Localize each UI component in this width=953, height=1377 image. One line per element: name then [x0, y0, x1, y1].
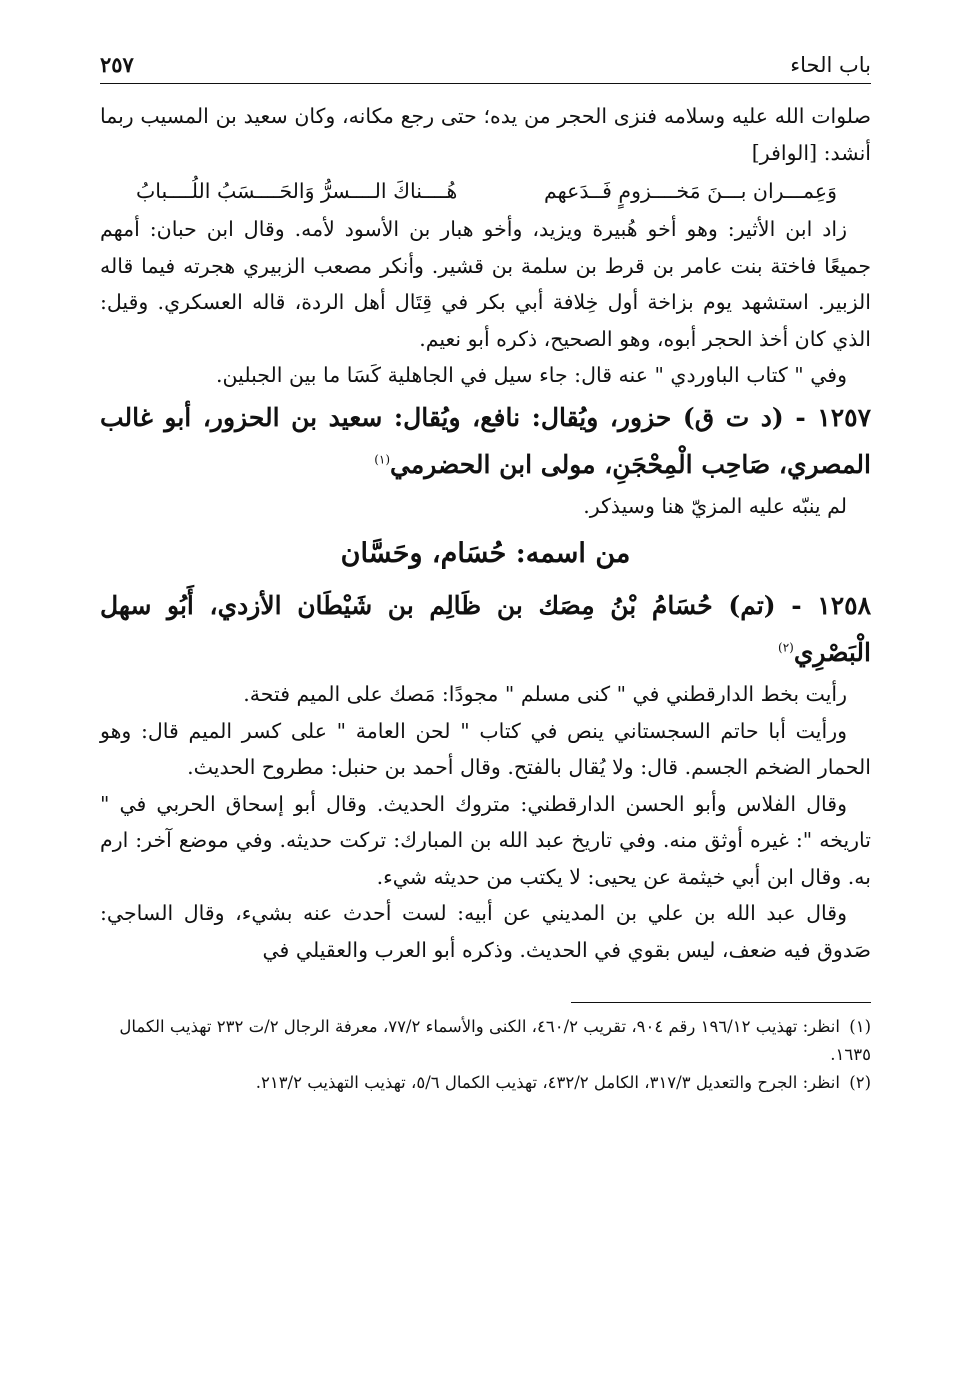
section-title: من اسمه: حُسَام، وحَسَّان	[340, 538, 631, 569]
entry-heading-1257	[100, 394, 871, 488]
running-header	[100, 52, 871, 84]
footnote-number: (١)	[849, 1017, 871, 1036]
footnote-2	[100, 1069, 871, 1097]
verse-first-hemistich: وَعِمـــران بـــنَ مَخــــزومٍ فَــدَعهم	[544, 179, 837, 203]
poem-verse	[100, 171, 871, 211]
page-number: ٢٥٧	[100, 52, 134, 77]
entry-heading-text: ١٢٥٨ - (تم) حُسَامُ بْنُ مِصَك بن ظَالِم بن شَيْطَان الأزدي، أَبُو سهل الْبَصْرِي	[100, 591, 871, 667]
entry-heading-text: ١٢٥٧ - (د ت ق) حزور، ويُقال: نافع، ويُقال: سعيد بن الحزور، أبو غالب المصري، صَاحِب الْمِحْجَنِ، مولى ابن الحضرمي	[100, 402, 871, 479]
footnote-divider	[571, 1002, 871, 1003]
footnote-1	[100, 1013, 871, 1069]
paragraph-5: رأيت بخط الدارقطني في " كنى مسلم " مجودًا: مَصك على الميم فتحة.	[243, 682, 847, 706]
paragraph-7: وقال الفلاس وأبو الحسن الدارقطني: متروك الحديث. وقال أبو إسحاق الحربي في " تاريخه ": غيره أوثق منه. وفي تاريخ عبد الله بن المبارك: تركت حديثه. وفي موضع آخر: ارم به. وقال ابن أبي خيثمة عن يحيى: لا يكتب من حديثه شيء.	[100, 791, 871, 889]
footnote-marker-2: (٢)	[778, 640, 794, 655]
paragraph-8: وقال عبد الله بن علي بن المديني عن أبيه: لست أحدث عنه بشيء، وقال الساجي: صَدوق فيه ضعف، ليس بقوي في الحديث. وذكره أبو العرب والعقيلي في	[100, 901, 871, 962]
entry-heading-1258	[100, 582, 871, 676]
footnote-text: انظر: تهذيب ١٩٦/١٢ رقم ٩٠٤، تقريب ٤٦٠/٢، الكنى والأسماء ٧٧/٢، معرفة الرجال ٢/ت ٢٣٢ تهذيب الكمال ١٦٣٥.	[119, 1017, 871, 1064]
footnote-number: (٢)	[849, 1073, 871, 1092]
footnote-marker-1: (١)	[374, 452, 391, 467]
paragraph-1: صلوات الله عليه وسلامه فنزى الحجر من يده؛ حتى رجع مكانه، وكان سعيد بن المسيب ربما أنشد: [الوافر]	[100, 104, 871, 165]
paragraph-4: لم ينبّه عليه المزيّ هنا وسيذكر.	[583, 493, 847, 518]
chapter-title: باب الحاء	[790, 53, 871, 77]
paragraph-3: وفي " كتاب الباوردي " عنه قال: جاء سيل في الجاهلية كَسَا ما بين الجبلين.	[216, 363, 847, 387]
paragraph-2: زاد ابن الأثير: وهو أخو هُبيرة ويزيد، وأخو هبار بن الأسود لأمه. وقال ابن حبان: أمهم جميعًا فاختة بنت عامر بن قرط بن سلمة بن قشير. وأنكر مصعب الزبيري هجرته فيما قاله الزبير. استشهد يوم بزاخة أول خِلافة أبي بكر في قِتَال أهل الردة، قاله العسكري. وقيل: الذي كان أخذ الحجر أبوه، وهو الصحيح، ذكره أبو نعيم.	[100, 217, 871, 351]
book-page	[100, 52, 871, 1097]
verse-second-hemistich: هُــــناكَ الــــسرُّ وَالحَــــسَبُ اللُــــبابُ	[136, 179, 458, 203]
footnote-text: انظر: الجرح والتعديل ٣١٧/٣، الكامل ٤٣٢/٢، تهذيب الكمال ٥/٦، تهذيب التهذيب ٢١٣/٢.	[255, 1073, 840, 1092]
paragraph-6: ورأيت أبا حاتم السجستاني ينص في كتاب " لحن العامة " على كسر الميم قال: وهو الحمار الضخم الجسم. قال: ولا يُقال بالفتح. وقال أحمد بن حنبل: مطروح الحديث.	[100, 718, 871, 779]
